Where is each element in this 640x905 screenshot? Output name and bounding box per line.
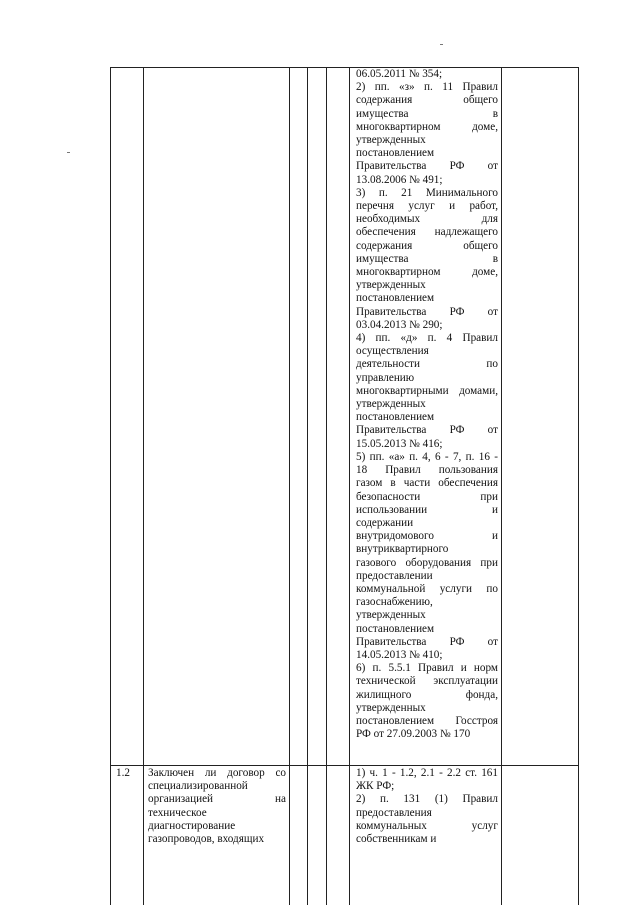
text-line: многоквартирными домами, [356,384,498,397]
text-line: осуществления [356,345,429,358]
col-border-question [289,67,290,905]
text-line: газоснабжению, [356,596,433,609]
text-line: постановлением Госстроя [356,714,498,727]
col-border-right [578,67,579,905]
text-line: внутриквартирного [356,543,449,556]
row-number: 1.2 [116,767,130,779]
text-line: организацией на [148,793,286,806]
text-line: ЖК РФ; [356,780,395,793]
question-text [148,767,286,846]
text-line: 2) пп. «з» п. 11 Правил [356,81,498,94]
text-line: постановлением [356,411,435,424]
legal-references [356,767,498,846]
text-line: техническое [148,806,207,819]
text-line: постановлением [356,147,435,160]
text-line: содержания общего [356,239,498,252]
text-line: 6) п. 5.5.1 Правил и норм [356,662,498,675]
text-line: перечня услуг и работ, [356,200,498,213]
text-line: утвержденных [356,134,426,147]
text-line: необходимых для [356,213,498,226]
col-border-legal [501,67,502,905]
text-line: газового оборудования при [356,556,498,569]
scan-speck [440,44,443,45]
text-line: технической эксплуатации [356,675,498,688]
text-line: Правительства РФ от [356,635,498,648]
text-line: постановлением [356,622,435,635]
text-line: 14.05.2013 № 410; [356,648,443,661]
text-line: содержания общего [356,94,498,107]
text-line: Заключен ли договор со [148,767,286,779]
text-line: постановлением [356,292,435,305]
text-line: Правительства РФ от [356,160,498,173]
text-line: собственникам и [356,833,437,846]
col-border-no [326,67,327,905]
legal-references-continued [356,68,498,741]
text-line: 3) п. 21 Минимального [356,186,498,199]
text-line: утвержденных [356,701,426,714]
col-border-na [349,67,350,905]
text-line: Правительства РФ от [356,305,498,318]
text-line: имущества в [356,252,498,265]
text-line: газом в части обеспечения [356,477,498,490]
text-line: РФ от 27.09.2003 № 170 [356,728,471,741]
text-line: диагностирование [148,819,236,832]
text-line: содержании [356,516,414,529]
text-line: 1) ч. 1 - 1.2, 2.1 - 2.2 ст. 161 [356,767,498,779]
text-line: утвержденных [356,609,426,622]
text-line: коммунальной услуги по [356,582,498,595]
col-border-number [143,67,144,905]
text-line: 2) п. 131 (1) Правил [356,793,498,806]
col-border-yes [307,67,308,905]
text-line: предоставления [356,806,432,819]
text-line: обеспечения надлежащего [356,226,498,239]
scan-speck [67,152,70,153]
row-separator [110,765,578,766]
text-line: управлению [356,371,415,384]
text-line: 5) пп. «а» п. 4, 6 - 7, п. 16 - [356,450,498,463]
text-line: 15.05.2013 № 416; [356,437,443,450]
text-line: имущества в [356,107,498,120]
text-line: предоставлении [356,569,433,582]
text-line: безопасности при [356,490,498,503]
table-top-border [110,67,578,68]
text-line: коммунальных услуг [356,819,498,832]
col-border-left [110,67,111,905]
text-line: внутридомового и [356,530,498,543]
text-line: 03.04.2013 № 290; [356,318,443,331]
text-line: использовании и [356,503,498,516]
text-line: многоквартирном доме, [356,120,498,133]
text-line: Правительства РФ от [356,424,498,437]
text-line: утвержденных [356,279,426,292]
text-line: 18 Правил пользования [356,464,498,477]
text-line: утвержденных [356,398,426,411]
text-line: специализированной [148,780,248,793]
text-line: жилищного фонда, [356,688,498,701]
text-line: многоквартирном доме, [356,266,498,279]
text-line: 06.05.2011 № 354; [356,68,443,80]
text-line: 4) пп. «д» п. 4 Правил [356,332,498,345]
text-line: 13.08.2006 № 491; [356,173,443,186]
text-line: газопроводов, входящих [148,833,265,846]
text-line: деятельности по [356,358,498,371]
